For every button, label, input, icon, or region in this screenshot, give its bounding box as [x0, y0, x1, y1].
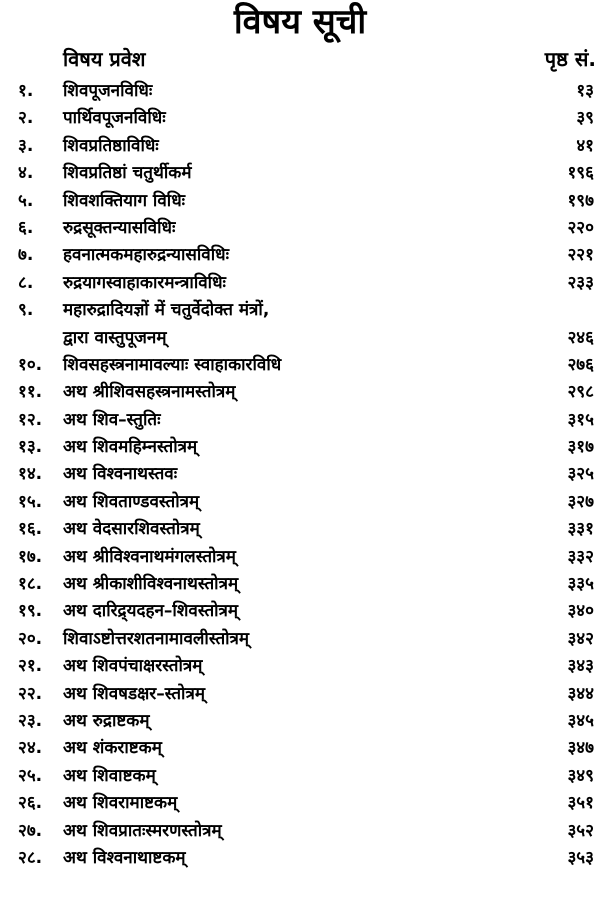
entry-number: २६.	[18, 793, 43, 814]
entry-title: शिवसहस्त्रनामावल्याः स्वाहाकारविधि	[63, 354, 282, 375]
entry-title: अथ शिव–स्तुतिः	[63, 409, 161, 430]
entry-page-number: २२०	[567, 217, 594, 238]
entry-number: २८.	[18, 847, 43, 868]
list-item	[0, 215, 600, 242]
entry-page-number: ३९	[576, 108, 594, 129]
entry-title: अथ शिवप्रातःस्मरणस्तोत्रम्	[63, 820, 222, 841]
list-item	[0, 325, 600, 352]
entry-title: शिवपूजनविधिः	[63, 81, 153, 101]
list-item	[0, 352, 600, 379]
entry-page-number: ३५२	[567, 820, 594, 841]
entry-number: ६.	[18, 217, 34, 238]
entry-number: १.	[18, 81, 34, 101]
entry-number: १८.	[18, 574, 43, 595]
list-item	[0, 544, 600, 571]
entry-title: अथ शिवषडक्षर–स्तोत्रम्	[63, 683, 206, 704]
entry-title: अथ शिवरामाष्टकम्	[63, 793, 178, 814]
entry-page-number: ३२७	[567, 491, 594, 512]
entry-title: अथ शिवताण्डवस्तोत्रम्	[63, 491, 200, 512]
entry-page-number: ३४९	[567, 765, 594, 786]
entry-number: ११.	[18, 382, 43, 403]
column-header-row	[0, 44, 600, 74]
list-item	[0, 763, 600, 790]
entry-number: २४.	[18, 738, 43, 759]
list-item	[0, 818, 600, 845]
entry-page-number: १३	[576, 81, 594, 101]
entry-number: २५.	[18, 765, 43, 786]
entry-page-number: २२१	[567, 245, 594, 266]
entry-title: अथ विश्वनाथस्तवः	[63, 464, 178, 485]
entry-number: ८.	[18, 272, 34, 293]
list-item	[0, 735, 600, 762]
list-item	[0, 297, 600, 324]
entry-page-number: ३१५	[567, 409, 594, 430]
entry-page-number: ३२५	[567, 464, 594, 485]
entry-number: ३.	[18, 135, 34, 156]
entry-title: अथ शिवमहिम्नस्तोत्रम्	[63, 437, 198, 458]
list-item	[0, 379, 600, 406]
page-title: विषय सूची	[233, 2, 367, 42]
list-item	[0, 434, 600, 461]
list-item	[0, 708, 600, 735]
entry-title: शिवशक्तियाग विधिः	[63, 190, 186, 211]
entry-title: अथ श्रीविश्वनाथमंगलस्तोत्रम्	[63, 546, 236, 567]
entry-page-number: ३४०	[567, 601, 594, 622]
entry-page-number: ३१७	[567, 437, 594, 458]
entry-title: महारुद्रादियज्ञों में चतुर्वेदोक्त मंत्रों,	[63, 300, 270, 321]
entry-number: १३.	[18, 437, 43, 458]
entry-number: २.	[18, 108, 34, 129]
list-item	[0, 242, 600, 269]
entry-number: १४.	[18, 464, 43, 485]
entry-title: अथ श्रीकाशीविश्वनाथस्तोत्रम्	[63, 574, 239, 595]
entry-number: १२.	[18, 409, 43, 430]
list-item	[0, 270, 600, 297]
entry-page-number: २७६	[567, 354, 594, 375]
entry-title: शिवप्रतिष्ठां चतुर्थीकर्म	[63, 163, 192, 184]
list-item	[0, 461, 600, 488]
entry-title: अथ शिवपंचाक्षरस्तोत्रम्	[63, 656, 203, 677]
entry-number: २२.	[18, 683, 43, 704]
entry-title: अथ श्रीशिवसहस्त्रनामस्तोत्रम्	[63, 382, 236, 403]
entry-title: अथ विश्वनाथाष्टकम्	[63, 847, 186, 868]
entry-number: २७.	[18, 820, 43, 841]
entry-number: १७.	[18, 546, 43, 567]
list-item	[0, 133, 600, 160]
list-item	[0, 78, 600, 105]
entry-number: १०.	[18, 354, 43, 375]
list-item	[0, 160, 600, 187]
list-item	[0, 681, 600, 708]
list-item	[0, 105, 600, 132]
list-item	[0, 188, 600, 215]
list-item	[0, 598, 600, 625]
entry-page-number: ३५३	[567, 847, 594, 868]
entry-title: रुद्रसूक्तन्यासविधिः	[63, 217, 176, 238]
column-header-subject: विषय प्रवेश	[63, 47, 146, 71]
list-item	[0, 790, 600, 817]
entry-number: ४.	[18, 163, 34, 184]
list-item	[0, 845, 600, 872]
entry-page-number: ३४४	[567, 683, 594, 704]
entry-page-number: ३५१	[567, 793, 594, 814]
entry-number: ७.	[18, 245, 34, 266]
list-item	[0, 407, 600, 434]
entry-title: अथ शिवाष्टकम्	[63, 765, 156, 786]
entry-page-number: ३४३	[567, 656, 594, 677]
entry-page-number: २३३	[567, 272, 594, 293]
list-item	[0, 571, 600, 598]
entry-title: अथ रुद्राष्टकम्	[63, 710, 150, 731]
entry-title: अथ वेदसारशिवस्तोत्रम्	[63, 519, 200, 540]
column-header-page: पृष्ठ सं.	[544, 47, 596, 71]
entry-title: रुद्रयागस्वाहाकारमन्त्राविधिः	[63, 272, 226, 293]
entry-title: अथ शंकराष्टकम्	[63, 738, 162, 759]
entry-page-number: ३३२	[567, 546, 594, 567]
entry-page-number: २४६	[567, 327, 594, 348]
entry-title: पार्थिवपूजनविधिः	[63, 108, 166, 129]
entry-page-number: २९८	[567, 382, 594, 403]
list-item	[0, 626, 600, 653]
entry-title: हवनात्मकमहारुद्रन्यासविधिः	[63, 245, 230, 266]
list-item	[0, 489, 600, 516]
entry-number: ९.	[18, 300, 34, 321]
entry-number: १६.	[18, 519, 43, 540]
entry-number: २१.	[18, 656, 43, 677]
list-item	[0, 516, 600, 543]
entry-title: शिवाऽष्टोत्तरशतनामावलीस्तोत्रम्	[63, 628, 250, 649]
entry-number: २३.	[18, 710, 43, 731]
table-of-contents	[0, 78, 600, 872]
entry-page-number: १९७	[567, 190, 594, 211]
entry-number: १९.	[18, 601, 43, 622]
entry-page-number: ३४७	[567, 738, 594, 759]
entry-number: ५.	[18, 190, 34, 211]
entry-number: १५.	[18, 491, 43, 512]
entry-title: शिवप्रतिष्ठाविधिः	[63, 135, 159, 156]
list-item	[0, 653, 600, 680]
entry-page-number: ३३५	[567, 574, 594, 595]
entry-page-number: ४१	[576, 135, 594, 156]
entry-title: द्वारा वास्तुपूजनम्	[63, 327, 167, 348]
entry-page-number: ३४२	[567, 628, 594, 649]
entry-page-number: ३३१	[567, 519, 594, 540]
entry-title: अथ दारिद्र्यदहन–शिवस्तोत्रम्	[63, 601, 239, 622]
entry-number: २०.	[18, 628, 43, 649]
entry-page-number: १९६	[567, 163, 594, 184]
entry-page-number: ३४५	[567, 710, 594, 731]
